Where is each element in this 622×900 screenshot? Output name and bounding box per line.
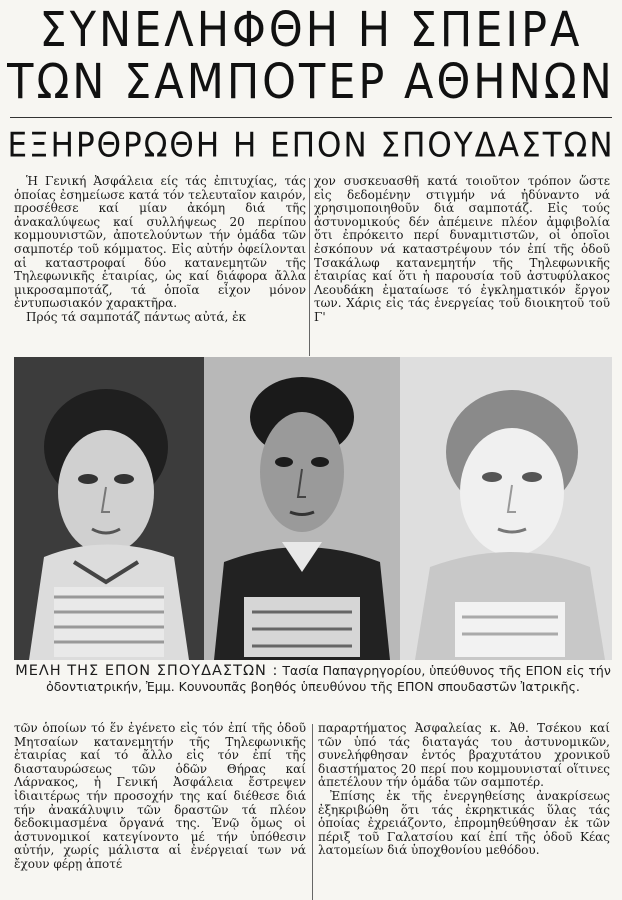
article-column-3 [14, 722, 306, 872]
article-column-4 [318, 722, 610, 858]
subheadline: ΕΞΗΡΘΡΩΘΗ Η ΕΠΟΝ ΣΠΟΥΔΑΣΤΩΝ [7, 126, 615, 166]
paragraph: χον συσκευασθῆ κατά τοιοῦτον τρόπον ὥστε εἰς δεδομένην στιγμήν νά ἠδύναντο νά χρησιμοποιηθοῦν διά σαμποτάζ. Εἰς τούς ἀστυνομικούς δέν ἀπέμεινε πλέον ἀμφιβολία ὅτι ἐπρόκειτο περί δυναμιτιστῶν, οἱ ὁποῖοι ἐσκόπουν νά καταστρέψουν τόν ἐπί τῆς ὁδοῦ Τσακάλωφ κατανεμητήν τῆς Τηλεφωνικῆς ἑταιρίας καί ὅτι ἡ παρουσία τοῦ ἀστυφύλακος Λεουδάκη ἐματαίωσε τό ἐγκληματικόν ἔργον των. Χάρις εἰς τάς ἐνεργείας τοῦ διοικητοῦ τοῦ Γ' [314, 174, 610, 324]
caption-title: ΜΕΛΗ ΤΗΣ ΕΠΟΝ ΣΠΟΥΔΑΣΤΩΝ : [15, 663, 279, 679]
portrait-woman-left [14, 357, 204, 660]
paragraph: Ἡ Γενική Ἀσφάλεια είς τάς ἐπιτυχίας, τάς ὁποίας ἐσημείωσε κατά τόν τελευταῖον καιρόν, προσέθεσε καί μίαν ἀκόμη διά τῆς ἀνακαλύψεως καί συλλήψεως 20 περίπου κομμουνιστῶν, ἀποτελούντων τήν ὁμάδα τῶν σαμποτέρ τοῦ κόμματος. Εἰς αὐτήν ὀφείλονται αἱ καταστροφαί δύο κατανεμητῶν τῆς Τηλεφωνικῆς ἑταιρίας, ὡς καί διάφορα ἄλλα μικροσαμποτάζ, τά ὁποῖα εἶχον μόνον ἐντυπωσιακόν χαρακτῆρα. [14, 174, 306, 311]
paragraph: παραρτήματος Ἀσφαλείας κ. Ἀθ. Τσέκου καί τῶν ὑπό τάς διαταγάς του ἀστυνομικῶν, συνελήφθησαν ἐντός βραχυτάτου χρονικοῦ διαστήματος 20 περί που κομμουνισταί οἵτινες ἀπετέλουν τήν ὁμάδα τῶν σαμποτέρ. [318, 721, 610, 790]
column-divider [312, 724, 313, 900]
headline-rule [10, 117, 612, 118]
headline-line-2: ΤΩΝ ΣΑΜΠΟΤΕΡ ΑΘΗΝΩΝ [7, 54, 615, 111]
column-divider [309, 178, 310, 356]
photo-strip [14, 357, 612, 660]
paragraph: τῶν ὁποίων τό ἕν ἐγένετο εἰς τόν ἐπί τῆς ὁδοῦ Μητσαίων κατανεμητήν τῆς Τηλεφωνικῆς ἑταιρίας καί τό ἄλλο εἰς τόν ἐπί τῆς διασταυρώσεως τῶν ὁδῶν Θήρας καί Λάρνακος, ἡ Γενική Ἀσφάλεια ἔστρεψεν ἰδιαιτέρως τήν προσοχήν της καί διέθεσε διά τήν ἀνακάλυψιν τῶν δραστῶν τά πλέον δεδοκιμασμένα ὄργανά της. Ἐνῷ ὅμως οἱ ἀστυνομικοί κατεγίνοντο μέ τήν ὑπόθεσιν αὐτήν, χωρίς μάλιστα αἱ ἐνέργειαί των νά ἔχουν φέρῃ ἀποτέ [14, 721, 306, 871]
caption-body: Τασία Παπαγρηγορίου, ὑπεύθυνος τῆς ΕΠΟΝ εἰς τήν ὀδοντιατρικήν, Ἐμμ. Κουνουπᾶς βοηθός ὑπευθύνου τῆς ΕΠΟΝ σπουδαστῶν Ἰατρικῆς. [46, 663, 611, 694]
paragraph: Ἐπίσης ἐκ τῆς ἐνεργηθείσης ἀνακρίσεως ἐξηκριβώθη ὅτι τάς ἐκρηκτικάς ὕλας τάς ὁποίας ἐχρειάζοντο, ἐπρομηθεύθησαν ἐκ τῶν πέριξ τοῦ Γαλατσίου καί ἐπί τῆς ὁδοῦ Κέας λατομείων διά ὑποχθονίου μεθόδου. [318, 788, 610, 858]
article-column-2 [314, 175, 610, 325]
article-column-1 [14, 175, 306, 325]
portrait-man-center [204, 357, 400, 660]
portrait-woman-right [400, 357, 612, 660]
headline-line-1: ΣΥΝΕΛΗΦΘΗ Η ΣΠΕΙΡΑ [39, 2, 583, 59]
photo-caption [14, 663, 612, 694]
paragraph: Πρός τά σαμποτάζ πάντως αὐτά, ἐκ [26, 309, 247, 324]
